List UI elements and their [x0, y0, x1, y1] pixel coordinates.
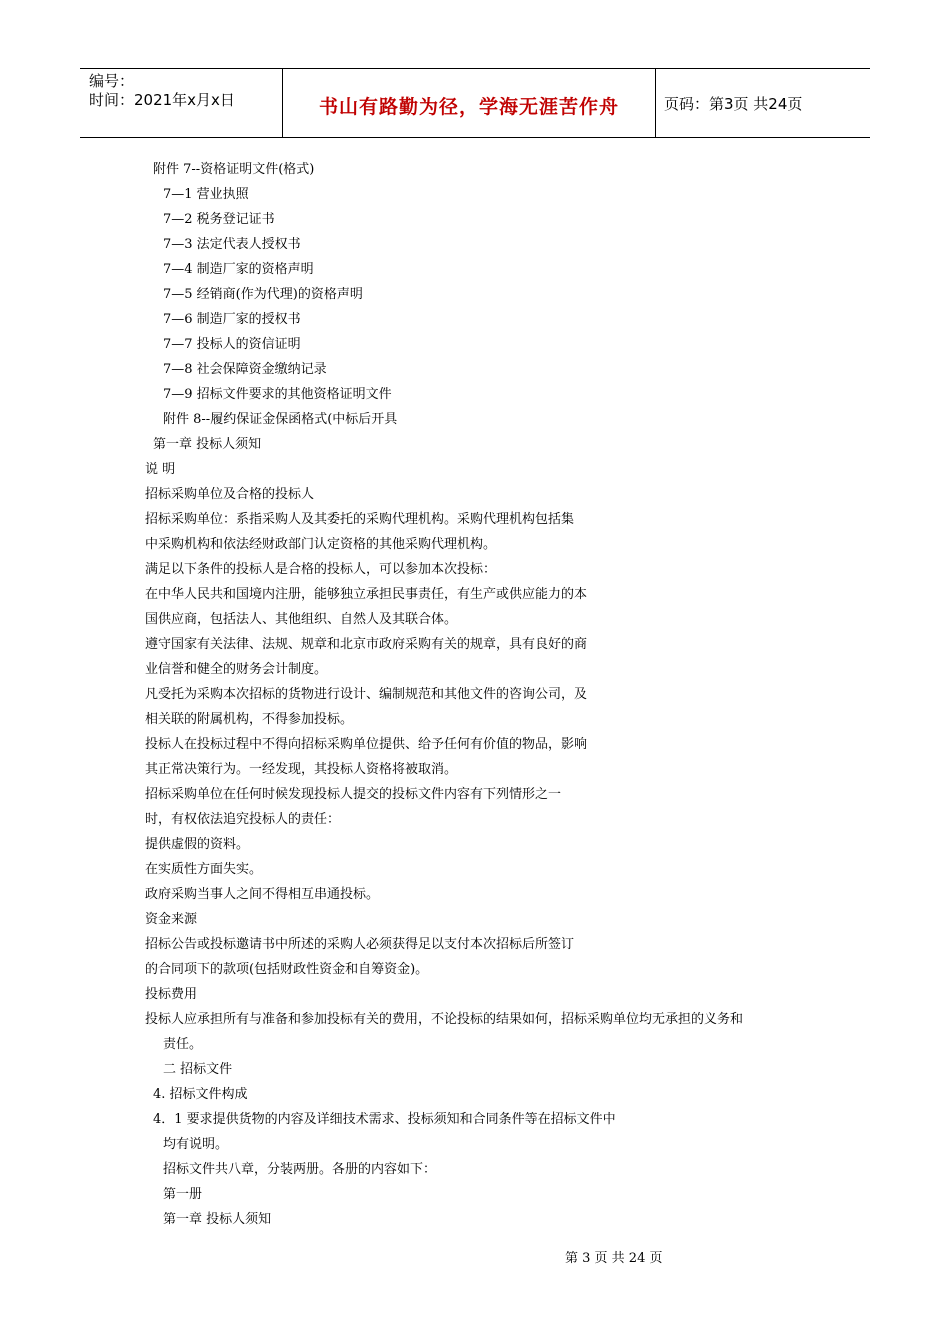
- document-time-label: 时间：2021年x月x日: [89, 91, 235, 109]
- text-line: 7—8 社会保障资金缴纳记录: [163, 362, 327, 377]
- text-line: 7—4 制造厂家的资格声明: [163, 262, 314, 277]
- text-line: 其正常决策行为。一经发现，其投标人资格将被取消。: [145, 762, 458, 777]
- text-line: 责任。: [163, 1037, 203, 1052]
- text-line: 均有说明。: [163, 1137, 229, 1152]
- header-page-info: 页码：第3页 共24页: [664, 95, 803, 113]
- text-line: 满足以下条件的投标人是合格的投标人，可以参加本次投标：: [145, 562, 497, 577]
- text-line: 4. 招标文件构成: [153, 1087, 248, 1102]
- text-line: 第一章 投标人须知: [163, 1212, 272, 1227]
- header-motto: 书山有路勤为径，学海无涯苦作舟: [318, 96, 619, 118]
- text-line: 凡受托为采购本次招标的货物进行设计、编制规范和其他文件的咨询公司，及: [145, 687, 588, 702]
- text-line: 附件 8--履约保证金保函格式(中标后开具: [163, 412, 398, 427]
- text-line: 投标人在投标过程中不得向招标采购单位提供、给予任何有价值的物品，影响: [145, 737, 588, 752]
- page-footer: 第 3 页 共 24 页: [565, 1251, 663, 1266]
- text-line: 说 明: [145, 462, 176, 477]
- text-line: 时，有权依法追究投标人的责任：: [145, 812, 341, 827]
- text-line: 招标采购单位在任何时候发现投标人提交的投标文件内容有下列情形之一: [145, 787, 562, 802]
- text-line: 7—1 营业执照: [163, 187, 249, 202]
- text-line: 国供应商，包括法人、其他组织、自然人及其联合体。: [145, 612, 458, 627]
- text-line: 7—2 税务登记证书: [163, 212, 275, 227]
- text-line: 提供虚假的资料。: [145, 837, 250, 852]
- text-line: 相关联的附属机构，不得参加投标。: [145, 712, 354, 727]
- text-line: 业信誉和健全的财务会计制度。: [145, 662, 328, 677]
- text-line: 资金来源: [145, 912, 198, 927]
- text-line: 7—3 法定代表人授权书: [163, 237, 301, 252]
- text-line: 中采购机构和依法经财政部门认定资格的其他采购代理机构。: [145, 537, 497, 552]
- text-line: 7—6 制造厂家的授权书: [163, 312, 301, 327]
- text-line: 二 招标文件: [163, 1062, 233, 1077]
- text-line: 在中华人民共和国境内注册，能够独立承担民事责任，有生产或供应能力的本: [145, 587, 588, 602]
- text-line: 7—7 投标人的资信证明: [163, 337, 301, 352]
- text-line: 的合同项下的款项(包括财政性资金和自筹资金)。: [145, 962, 429, 977]
- text-line: 投标人应承担所有与准备和参加投标有关的费用，不论投标的结果如何，招标采购单位均无承担的义务和: [145, 1012, 744, 1027]
- text-line: 7—9 招标文件要求的其他资格证明文件: [163, 387, 392, 402]
- text-line: 7—5 经销商(作为代理)的资格声明: [163, 287, 363, 302]
- text-line: 政府采购当事人之间不得相互串通投标。: [145, 887, 380, 902]
- header-page-cell: [656, 69, 870, 137]
- header-motto-cell: [283, 69, 656, 137]
- text-line: 招标公告或投标邀请书中所述的采购人必须获得足以支付本次招标后所签订: [145, 937, 575, 952]
- text-line: 招标采购单位及合格的投标人: [145, 487, 315, 502]
- header-left-cell: [80, 69, 283, 137]
- text-line: 第一册: [163, 1187, 203, 1202]
- text-line: 遵守国家有关法律、法规、规章和北京市政府采购有关的规章，具有良好的商: [145, 637, 588, 652]
- document-number-label: 编号：: [89, 72, 135, 90]
- text-line: 4．1 要求提供货物的内容及详细技术需求、投标须知和合同条件等在招标文件中: [153, 1112, 616, 1127]
- text-line: 第一章 投标人须知: [153, 437, 262, 452]
- text-line: 招标文件共八章，分装两册。各册的内容如下：: [163, 1162, 437, 1177]
- text-line: 招标采购单位：系指采购人及其委托的采购代理机构。采购代理机构包括集: [145, 512, 575, 527]
- page-header: [80, 68, 870, 138]
- text-line: 投标费用: [145, 987, 198, 1002]
- text-line: 在实质性方面失实。: [145, 862, 263, 877]
- text-line: 附件 7--资格证明文件(格式): [153, 162, 315, 177]
